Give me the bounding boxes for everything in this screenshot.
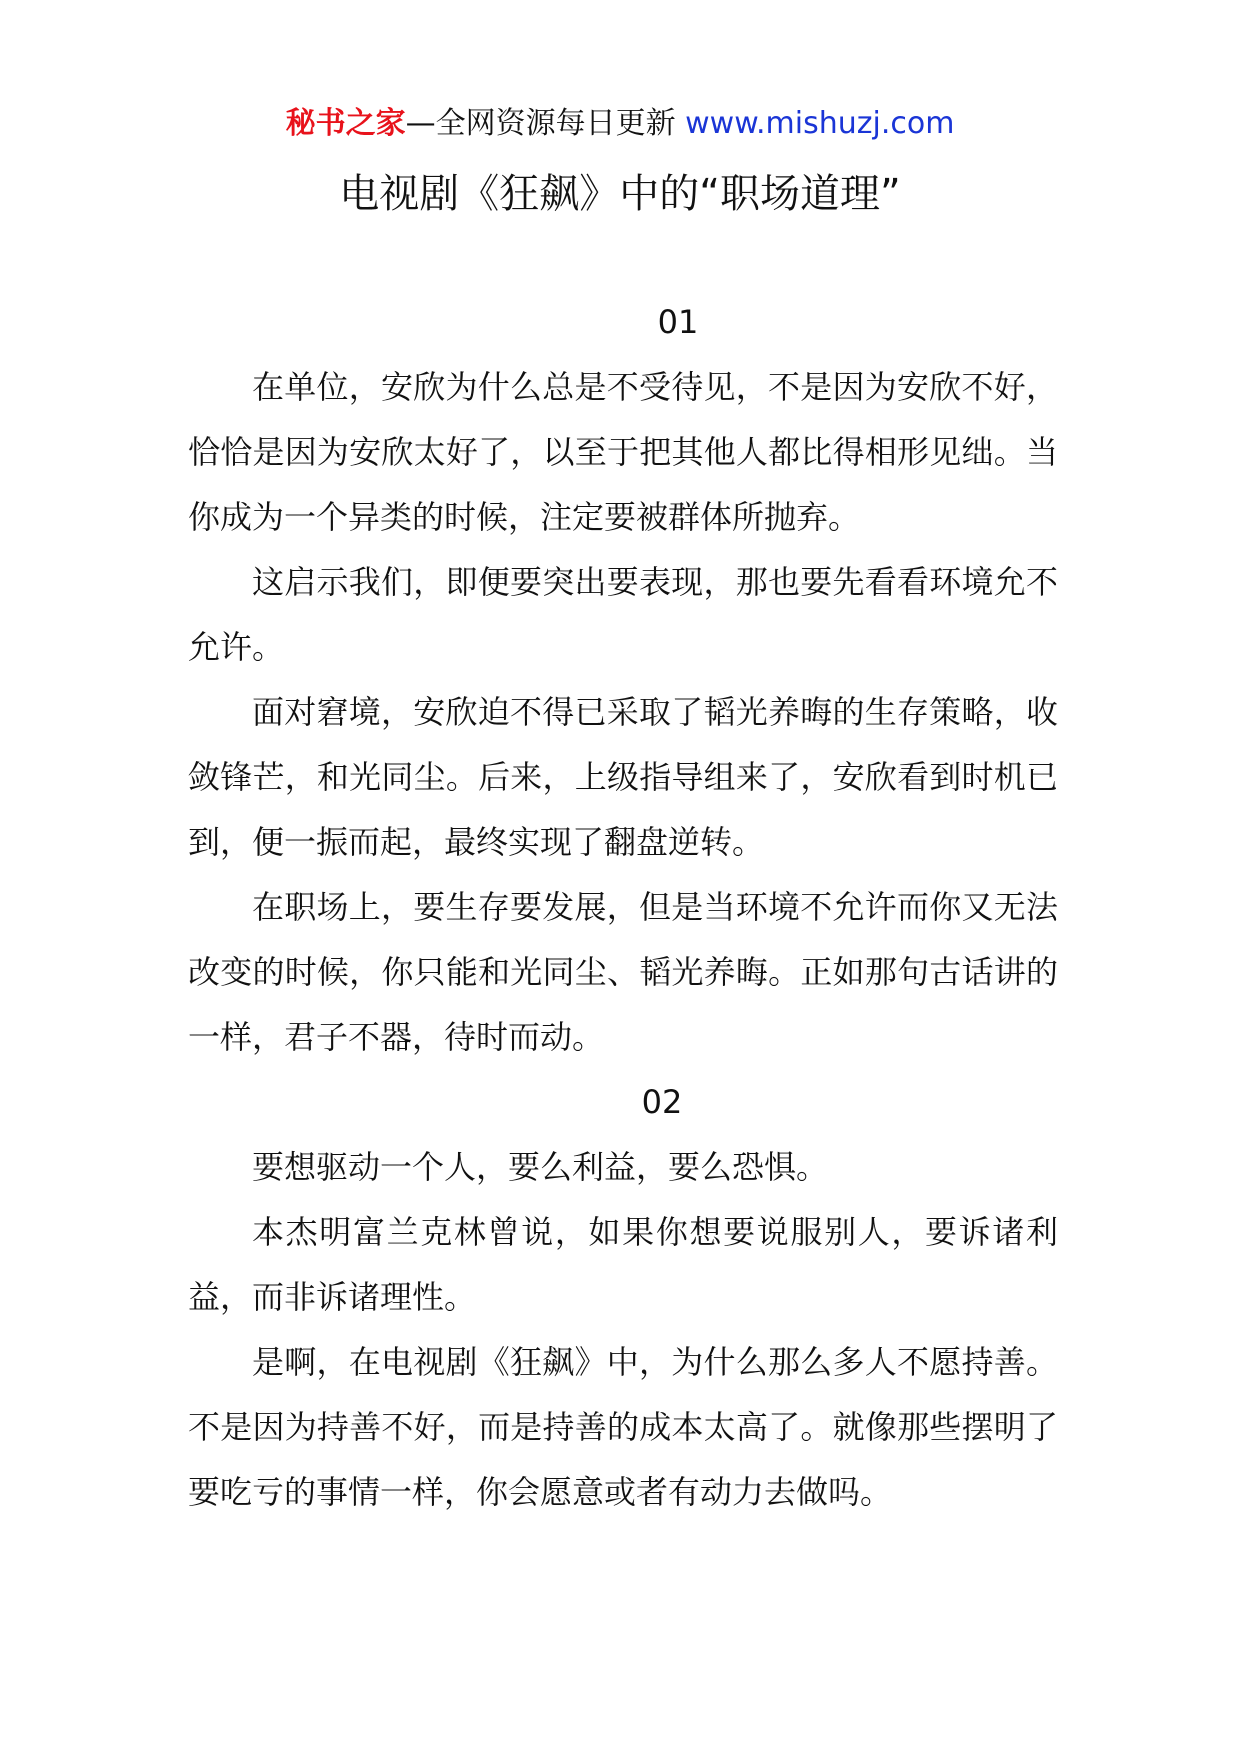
document-body: [188, 290, 1058, 1525]
site-url-link[interactable]: www.mishuzj.com: [685, 106, 955, 141]
section-number: 01: [657, 303, 699, 341]
paragraph: 要想驱动一个人，要么利益，要么恐惧。: [252, 1148, 829, 1186]
paragraph: 本杰明富兰克林曾说，如果你想要说服别人，要诉诸利益，而非诉诸理性。: [188, 1213, 1058, 1316]
paragraph: 面对窘境，安欣迫不得已采取了韬光养晦的生存策略，收敛锋芒，和光同尘。后来，上级指导组来了，安欣看到时机已到，便一振而起，最终实现了翻盘逆转。: [188, 693, 1058, 861]
paragraph: 是啊，在电视剧《狂飙》中，为什么那么多人不愿持善。不是因为持善不好，而是持善的成本太高了。就像那些摆明了要吃亏的事情一样，你会愿意或者有动力去做吗。: [188, 1343, 1058, 1511]
site-brand: 秘书之家: [285, 106, 406, 141]
site-header: [0, 102, 1240, 146]
document-title: 电视剧《狂飙》中的“职场道理”: [339, 171, 901, 217]
section-number: 02: [641, 1083, 683, 1121]
paragraph: 这启示我们，即便要突出要表现，那也要先看看环境允不允许。: [188, 563, 1058, 666]
paragraph: 在职场上，要生存要发展，但是当环境不允许而你又无法改变的时候，你只能和光同尘、韬光养晦。正如那句古话讲的一样，君子不器，待时而动。: [188, 888, 1058, 1056]
site-slogan: —全网资源每日更新: [405, 106, 676, 141]
paragraph: 在单位，安欣为什么总是不受待见，不是因为安欣不好，恰恰是因为安欣太好了，以至于把其他人都比得相形见绌。当你成为一个异类的时候，注定要被群体所抛弃。: [188, 368, 1058, 536]
